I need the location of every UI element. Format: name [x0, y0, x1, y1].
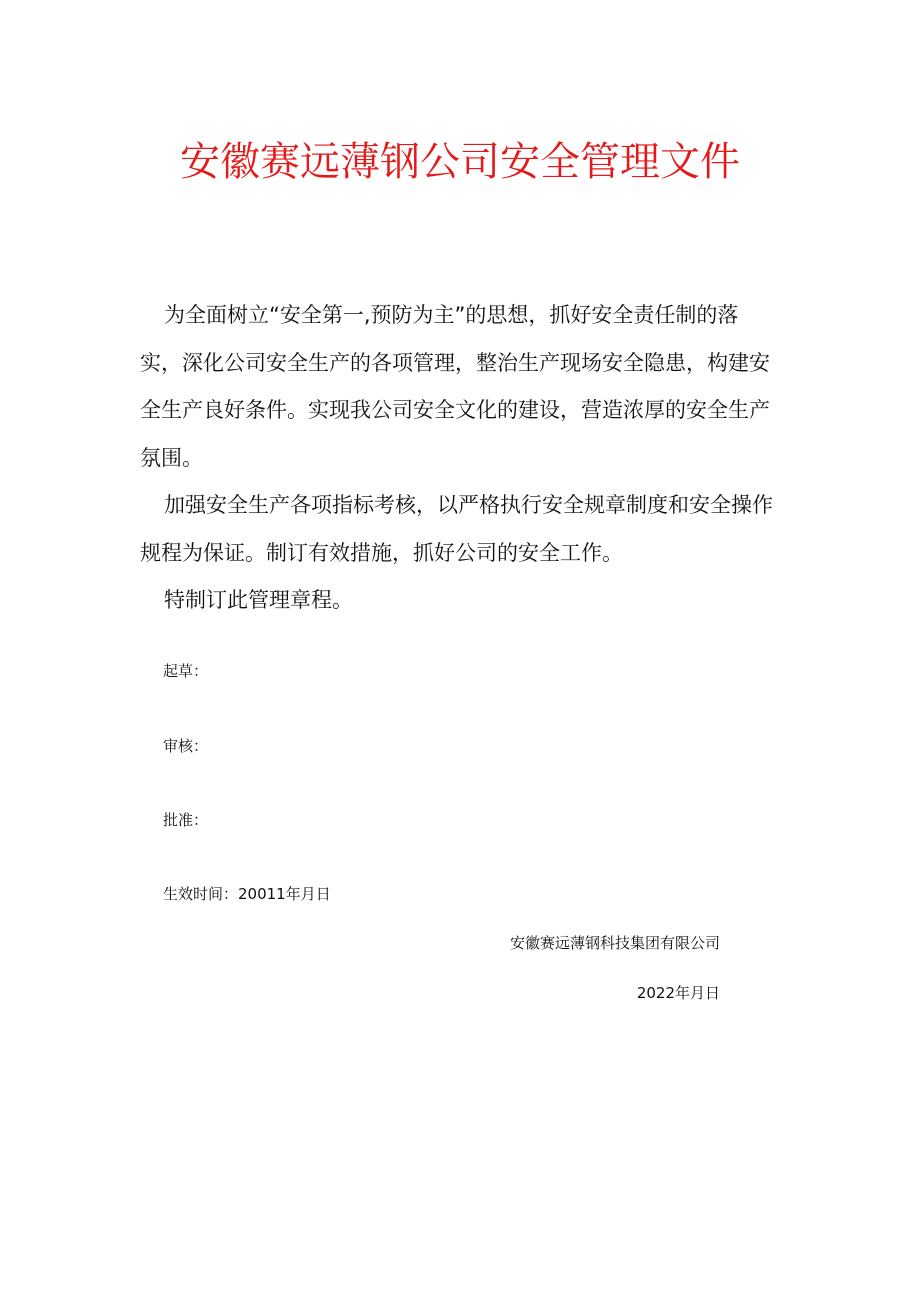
signature-date: 2022年月日 — [636, 984, 720, 1002]
effective-date-field: 生效时间：20011年月日 — [163, 885, 331, 903]
paragraph-3: 特制订此管理章程。 — [164, 588, 353, 612]
reviewer-field: 审核： — [163, 737, 209, 755]
document-body — [140, 292, 780, 625]
approver-field: 批准： — [163, 811, 209, 829]
signature-company: 安徽赛远薄钢科技集团有限公司 — [509, 934, 720, 952]
document-title: 安徽赛远薄钢公司安全管理文件 — [180, 139, 740, 185]
drafter-field: 起草： — [163, 662, 209, 680]
paragraph-1: 为全面树立“安全第一,预防为主”的思想，抓好安全责任制的落实，深化公司安全生产的各项管理，整治生产现场安全隐患，构建安全生产良好条件。实现我公司安全文化的建设，营造浓厚的安全生产氛围。 — [140, 303, 770, 470]
paragraph-2: 加强安全生产各项指标考核，以严格执行安全规章制度和安全操作规程为保证。制订有效措施，抓好公司的安全工作。 — [140, 493, 773, 565]
